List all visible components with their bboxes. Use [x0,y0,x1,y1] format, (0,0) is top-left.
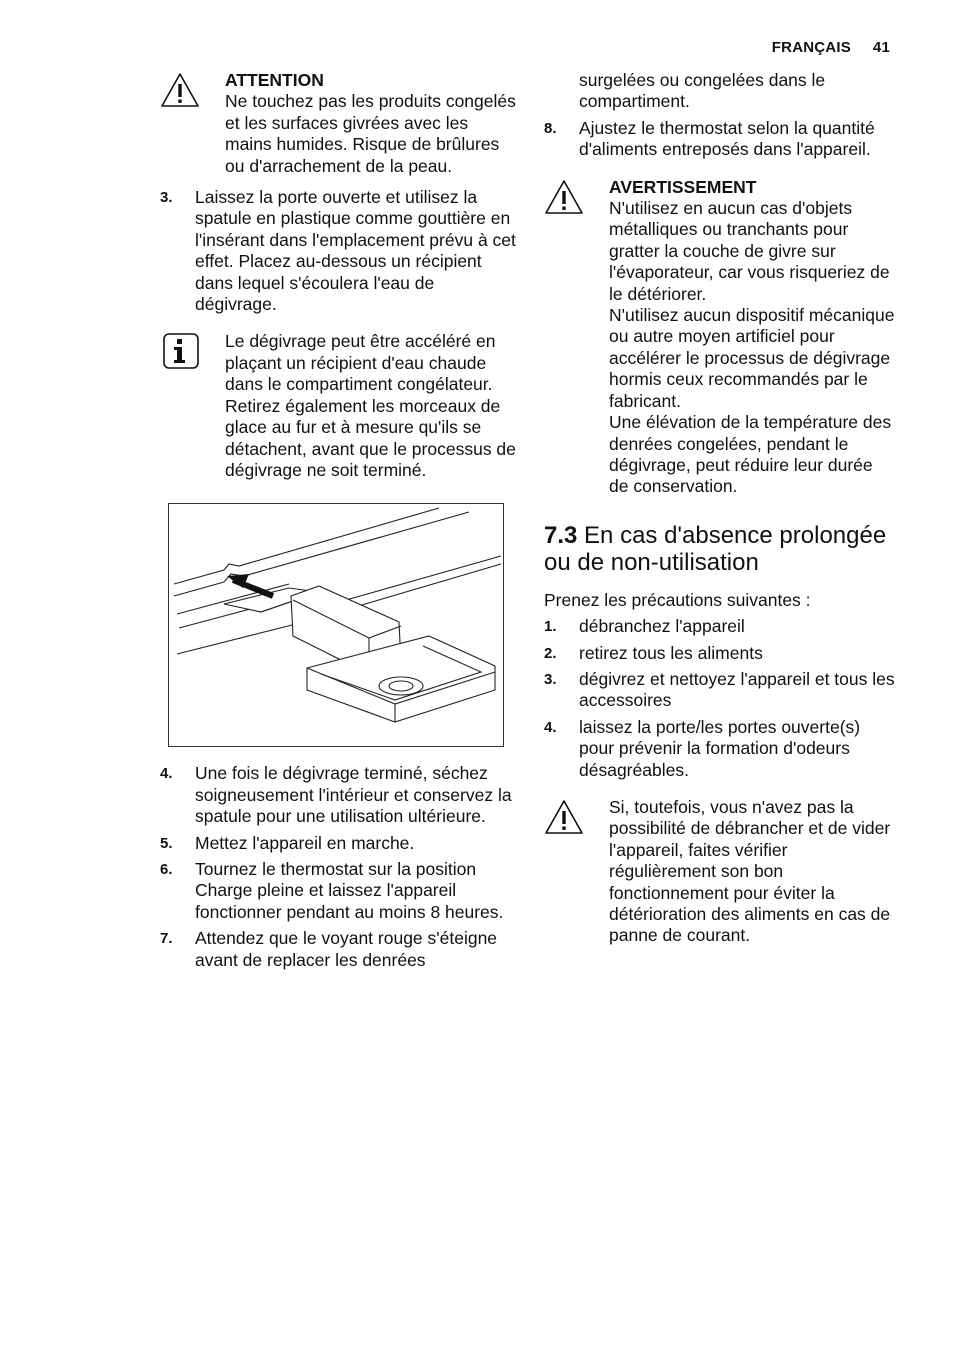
attention-title: ATTENTION [225,70,324,90]
step-4 [160,763,516,827]
warning-icon [544,799,584,835]
step-text: Laissez la porte ouverte et utilisez la spatule en plastique comme gouttière en l'insérant dans l'emplacement prévu à cet effet. Placez au-dessous un récipient dans lequel s'écoulera l'eau de dégivrage. [195,187,516,315]
step-text: Mettez l'appareil en marche. [195,832,415,853]
step-text: Ajustez le thermostat selon la quantité d'aliments entreposés dans l'appareil. [579,117,875,160]
step-5 [160,833,516,854]
caution-text: Si, toutefois, vous n'avez pas la possibilité de débrancher et de vider l'appareil, faites vérifier régulièrement son bon fonctionnement pour éviter la détérioration des aliments en cas de panne de courant. [609,796,891,946]
right-column [544,70,896,957]
info-notice [160,331,516,481]
step-number: 4. [544,718,557,736]
warning-title: AVERTISSEMENT [609,176,757,197]
section-number: 7.3 [544,521,578,549]
step-text: débranchez l'appareil [579,616,745,637]
step-number: 8. [544,119,557,137]
intro-text: Prenez les précautions suivantes : [544,589,811,610]
step-number: 5. [160,834,173,852]
section-title: En cas d'absence prolongée ou de non-utilisation [544,521,887,576]
step-7-continuation: surgelées ou congelées dans le compartiment. [579,70,826,112]
step-text: Tournez le thermostat sur la position Charge pleine et laissez l'appareil fonctionner pendant au moins 8 heures. [195,858,504,922]
step-number: 3. [544,670,557,688]
page-header [772,39,890,56]
warning-text-2: N'utilisez aucun dispositif mécanique ou autre moyen artificiel pour accélérer le processus de dégivrage hormis ceux recommandés par le fabricant. [609,305,895,411]
step-text: retirez tous les aliments [579,642,763,663]
step-6 [160,859,516,923]
info-icon [160,333,200,369]
warning-notice [544,177,896,498]
absence-step-1 [544,616,896,637]
attention-notice [160,70,516,177]
warning-text-3: Une élévation de la température des denrées congelées, pendant le dégivrage, peut réduire leur durée de conservation. [609,412,892,497]
section-heading [544,522,896,576]
step-text: Attendez que le voyant rouge s'éteigne avant de replacer les denrées [195,928,498,970]
absence-step-3 [544,669,896,712]
attention-text: Ne touchez pas les produits congelés et les surfaces givrées avec les mains humides. Risque de brûlures ou d'arrachement de la peau. [225,91,516,176]
defrost-illustration [168,503,504,747]
warning-text-1: N'utilisez en aucun cas d'objets métalliques ou tranchants pour gratter la couche de givre sur l'évaporateur, car vous risqueriez de le détériorer. [609,198,890,304]
step-7 [160,928,516,971]
step-number: 4. [160,765,173,783]
step-number: 2. [544,644,557,662]
left-column [160,70,516,976]
section-label: FRANÇAIS [771,39,851,56]
warning-icon [544,179,584,215]
step-number: 7. [160,930,173,948]
info-text: Le dégivrage peut être accéléré en plaçant un récipient d'eau chaude dans le compartiment congélateur. Retirez également les morceaux de glace au fur et à mesure qu'ils se détachent, avant que le processus de dégivrage ne soit terminé. [225,331,516,480]
step-number: 6. [160,860,173,878]
step-3 [160,187,516,315]
absence-step-2 [544,643,896,664]
step-text: dégivrez et nettoyez l'appareil et tous les accessoires [579,668,895,711]
step-number: 1. [544,618,557,636]
page-number: 41 [872,39,890,56]
absence-step-4 [544,717,896,781]
warning-icon [160,72,200,108]
step-text: Une fois le dégivrage terminé, séchez soigneusement l'intérieur et conservez la spatule pour une utilisation ultérieure. [195,763,512,827]
step-text: laissez la porte/les portes ouverte(s) pour prévenir la formation d'odeurs désagréables. [579,716,861,780]
caution-notice [544,797,896,947]
step-number: 3. [160,189,173,207]
step-8 [544,118,896,161]
